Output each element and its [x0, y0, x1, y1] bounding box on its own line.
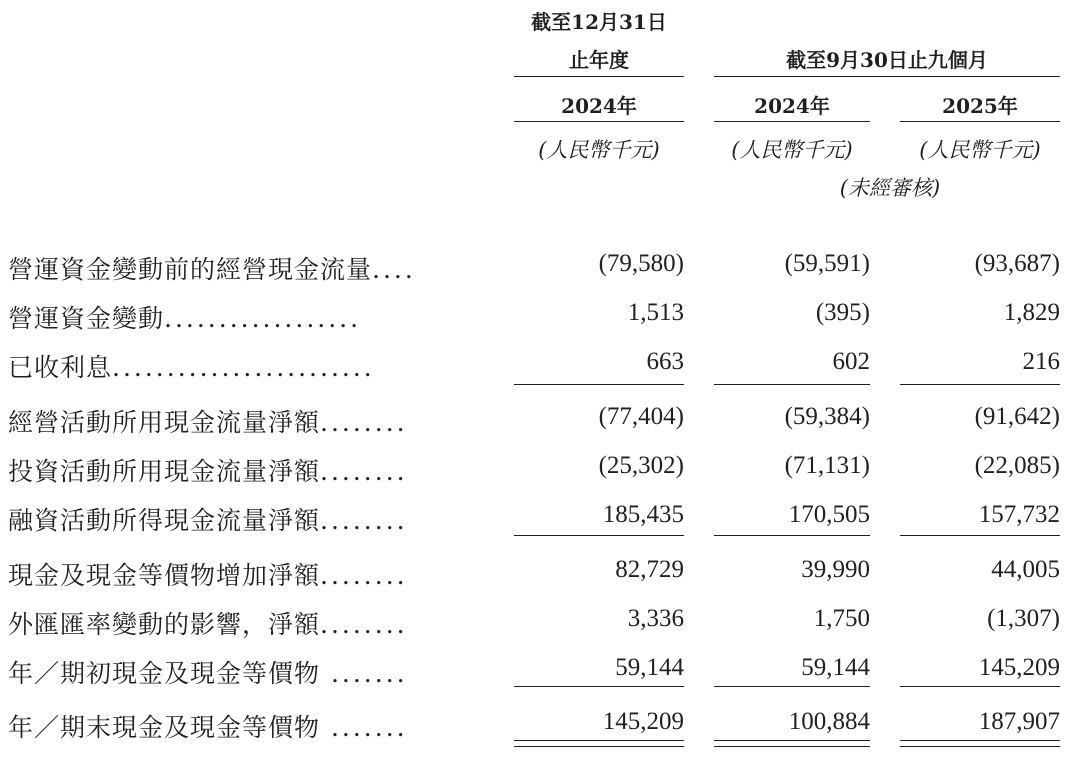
col1-header-line1: 截至12月31日 — [531, 10, 667, 34]
row-label-text: 已收利息 — [8, 353, 113, 382]
row-label — [8, 556, 492, 592]
row-label — [8, 708, 492, 744]
row-label — [8, 250, 492, 286]
cell-value: 39,990 — [801, 556, 870, 583]
subtotal-rule-2-col2 — [714, 535, 870, 536]
cell-value: 82,729 — [615, 556, 684, 583]
unaudited-label: (未經審核) — [839, 176, 941, 200]
cell-value: 44,005 — [991, 556, 1060, 583]
row-label — [8, 654, 492, 690]
year-header-3: 2025年 — [942, 94, 1018, 118]
row-label-text: 年／期初現金及現金等價物 — [8, 659, 321, 688]
year-header-2: 2024年 — [754, 94, 830, 118]
row-label — [8, 605, 492, 641]
subtotal-rule-3-col1 — [514, 686, 684, 687]
cell-value: 59,144 — [615, 654, 684, 681]
leader-dots: .................. — [164, 304, 362, 333]
total-double-rule-b-col3 — [900, 746, 1060, 747]
row-label — [8, 452, 492, 488]
nine-months-header: 截至9月30日止九個月 — [786, 48, 988, 72]
subtotal-rule-3-col3 — [900, 686, 1060, 687]
year-header-1: 2024年 — [561, 94, 637, 118]
cell-value: 663 — [646, 348, 684, 375]
subtotal-rule-1-col2 — [714, 384, 870, 385]
leader-dots: ....... — [320, 659, 408, 688]
cell-value: (59,591) — [784, 250, 870, 277]
row-label — [8, 299, 492, 335]
cell-value: 170,505 — [788, 501, 870, 528]
cell-value: 145,209 — [602, 708, 684, 735]
total-double-rule-a-col3 — [900, 740, 1060, 741]
cell-value: (79,580) — [598, 250, 684, 277]
total-double-rule-a-col2 — [714, 740, 870, 741]
cell-value: (1,307) — [987, 605, 1060, 632]
cell-value: (59,384) — [784, 403, 870, 430]
leader-dots: .... — [372, 255, 416, 284]
unit-label-2: (人民幣千元) — [731, 138, 853, 162]
header-rule-col1 — [514, 76, 684, 77]
cell-value: (22,085) — [974, 452, 1060, 479]
leader-dots: ........ — [320, 610, 408, 639]
cell-value: 3,336 — [627, 605, 684, 632]
row-label — [8, 348, 492, 384]
cell-value: 185,435 — [602, 501, 684, 528]
subtotal-rule-2-col3 — [900, 535, 1060, 536]
unit-label-1: (人民幣千元) — [538, 138, 660, 162]
cell-value: 602 — [832, 348, 870, 375]
subtotal-rule-3-col2 — [714, 686, 870, 687]
cell-value: (93,687) — [974, 250, 1060, 277]
year-rule-2 — [714, 121, 870, 122]
unit-label-3: (人民幣千元) — [919, 138, 1041, 162]
cell-value: 216 — [1022, 348, 1060, 375]
row-label — [8, 501, 492, 537]
cell-value: 157,732 — [978, 501, 1060, 528]
subtotal-rule-2-col1 — [514, 535, 684, 536]
cell-value: 1,513 — [627, 299, 684, 326]
total-double-rule-b-col2 — [714, 746, 870, 747]
cell-value: 59,144 — [801, 654, 870, 681]
subtotal-rule-1-col3 — [900, 384, 1060, 385]
row-label-text: 現金及現金等價物增加淨額 — [8, 561, 321, 590]
total-double-rule-b-col1 — [514, 746, 684, 747]
cell-value: (91,642) — [974, 403, 1060, 430]
leader-dots: ........................ — [112, 353, 375, 382]
cell-value: (71,131) — [784, 452, 870, 479]
cell-value: 145,209 — [978, 654, 1060, 681]
row-label-text: 營運資金變動 — [8, 304, 165, 333]
leader-dots: ........ — [320, 457, 408, 486]
leader-dots: ....... — [320, 713, 408, 742]
cell-value: 1,750 — [813, 605, 870, 632]
row-label — [8, 403, 492, 439]
total-double-rule-a-col1 — [514, 740, 684, 741]
cell-value: 187,907 — [978, 708, 1060, 735]
row-label-text: 年／期末現金及現金等價物 — [8, 713, 321, 742]
row-label-text: 融資活動所得現金流量淨額 — [8, 506, 321, 535]
subtotal-rule-1-col1 — [514, 384, 684, 385]
row-label-text: 外匯匯率變動的影響，淨額 — [8, 610, 321, 639]
row-label-text: 營運資金變動前的經營現金流量 — [8, 255, 373, 284]
col1-header-line2: 止年度 — [569, 48, 629, 72]
year-rule-1 — [514, 121, 684, 122]
cell-value: (395) — [815, 299, 870, 326]
cell-value: (25,302) — [598, 452, 684, 479]
row-label-text: 經營活動所用現金流量淨額 — [8, 408, 321, 437]
leader-dots: ........ — [320, 408, 408, 437]
leader-dots: ........ — [320, 561, 408, 590]
cell-value: 1,829 — [1003, 299, 1060, 326]
year-rule-3 — [900, 121, 1060, 122]
cell-value: (77,404) — [598, 403, 684, 430]
header-rule-group — [714, 76, 1060, 77]
cell-value: 100,884 — [788, 708, 870, 735]
leader-dots: ........ — [320, 506, 408, 535]
row-label-text: 投資活動所用現金流量淨額 — [8, 457, 321, 486]
